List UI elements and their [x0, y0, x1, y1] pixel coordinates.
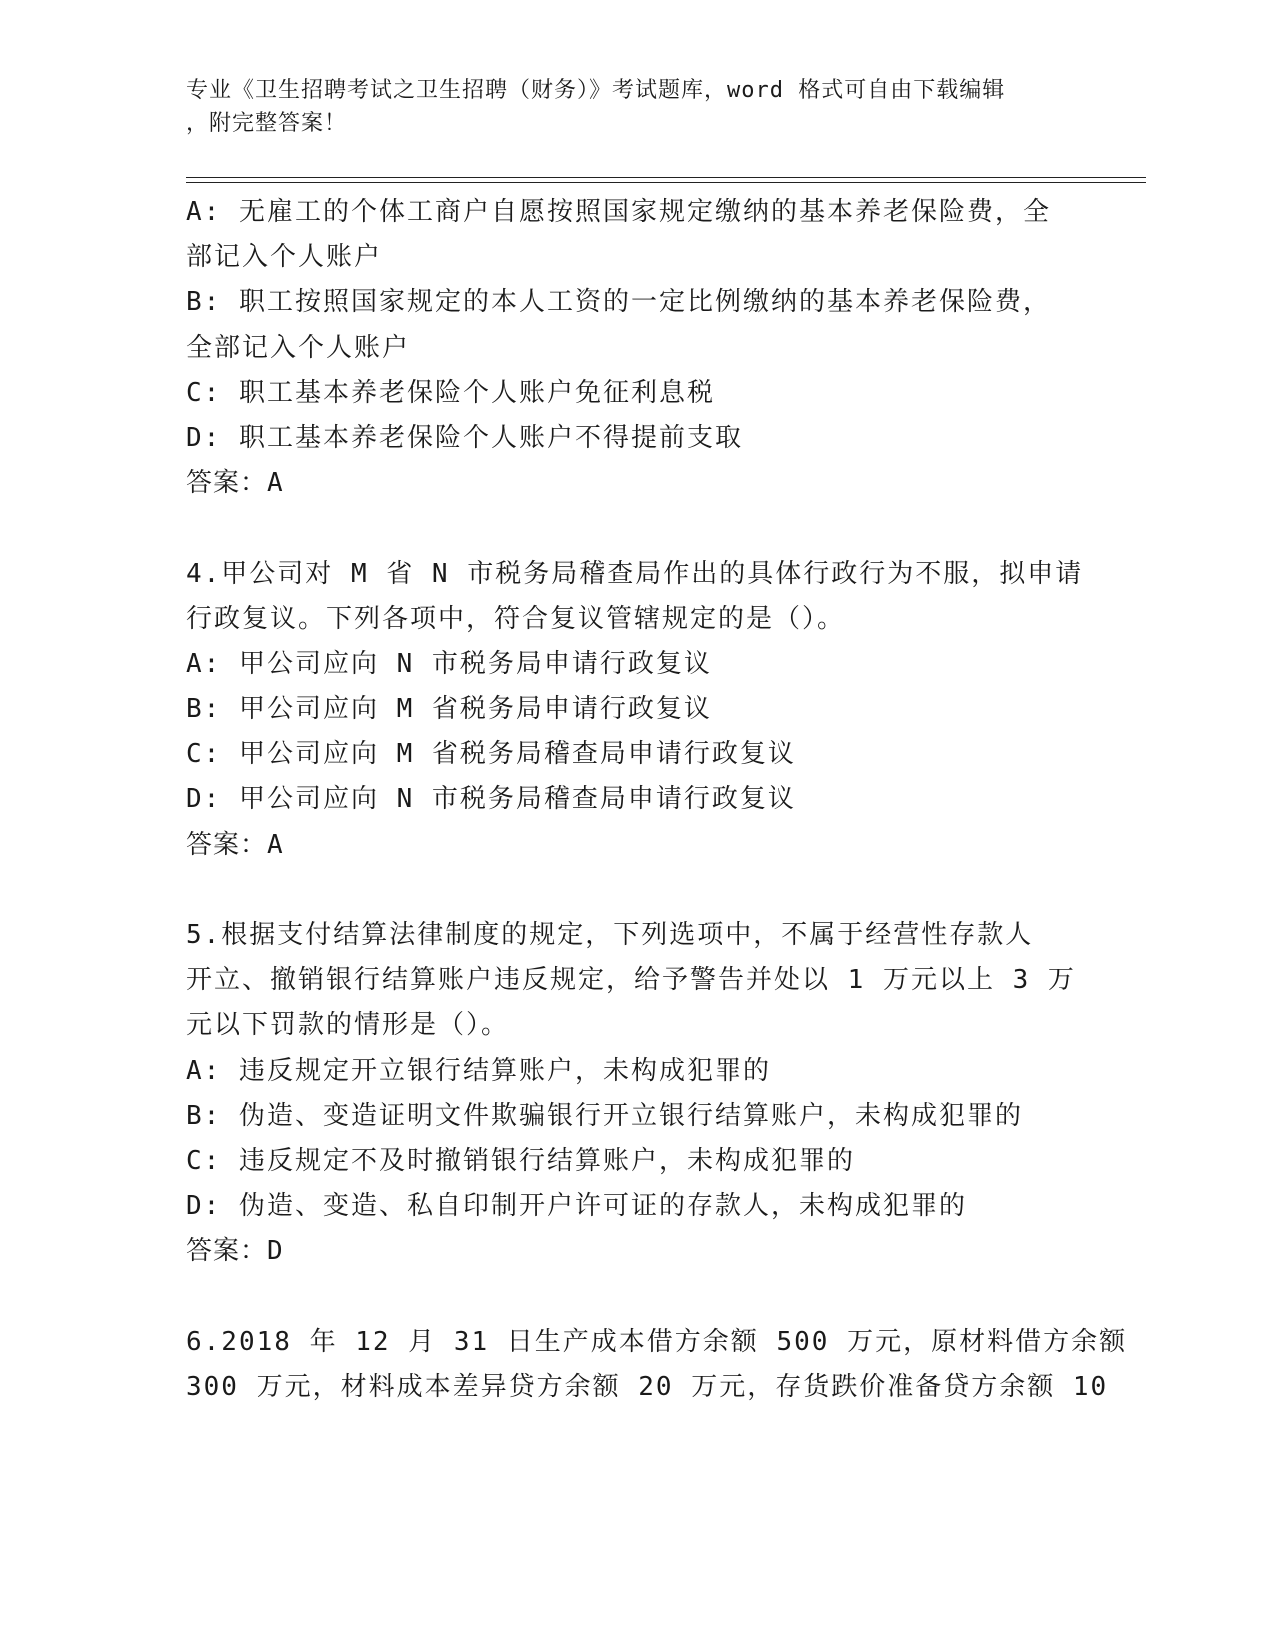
- spacer: [186, 506, 1086, 551]
- q6-stem-line-2: 300 万元，材料成本差异贷方余额 20 万元，存货跌价准备贷方余额 10: [186, 1371, 1109, 1402]
- q6-stem-line-1: 6.2018 年 12 月 31 日生产成本借方余额 500 万元，原材料借方余额: [186, 1326, 1128, 1357]
- q4-option-c: C: 甲公司应向 M 省税务局稽查局申请行政复议: [186, 739, 796, 770]
- q3-answer: 答案：A: [186, 468, 284, 499]
- q5-option-d: D: 伪造、变造、私自印制开户许可证的存款人，未构成犯罪的: [186, 1191, 967, 1222]
- document-header: [186, 74, 1066, 140]
- question-6: [186, 1320, 1128, 1410]
- q5-stem-line-2: 开立、撤销银行结算账户违反规定，给予警告并处以 1 万元以上 3 万: [186, 965, 1076, 996]
- header-divider-bottom: [186, 182, 1146, 183]
- q5-stem-line-3: 元以下罚款的情形是（）。: [186, 1010, 510, 1041]
- q4-answer: 答案：A: [186, 829, 284, 860]
- header-line-1: 专业《卫生招聘考试之卫生招聘（财务）》考试题库，word 格式可自由下载编辑: [186, 78, 1006, 103]
- q3-option-d: D: 职工基本养老保险个人账户不得提前支取: [186, 422, 743, 453]
- q4-stem-line-1: 4.甲公司对 M 省 N 市税务局稽查局作出的具体行政行为不服，拟申请: [186, 558, 1084, 589]
- spacer: [186, 868, 1086, 913]
- q4-option-d: D: 甲公司应向 N 市税务局稽查局申请行政复议: [186, 784, 796, 815]
- q3-option-b-line-1: B: 职工按照国家规定的本人工资的一定比例缴纳的基本养老保险费，: [186, 287, 1051, 318]
- q5-option-c: C: 违反规定不及时撤销银行结算账户，未构成犯罪的: [186, 1145, 855, 1176]
- q5-answer: 答案：D: [186, 1236, 284, 1267]
- q3-option-c: C: 职工基本养老保险个人账户免征利息税: [186, 377, 715, 408]
- spacer: [186, 1275, 1086, 1320]
- question-4: [186, 552, 1086, 868]
- header-line-2: ，附完整答案！: [186, 111, 348, 136]
- q3-option-b-line-2: 全部记入个人账户: [186, 332, 411, 363]
- q5-option-a: A: 违反规定开立银行结算账户，未构成犯罪的: [186, 1055, 771, 1086]
- question-3: [186, 190, 1086, 506]
- question-5: [186, 913, 1086, 1275]
- q5-stem-line-1: 5.根据支付结算法律制度的规定，下列选项中，不属于经营性存款人: [186, 920, 1034, 950]
- q4-stem-line-2: 行政复议。下列各项中，符合复议管辖规定的是（）。: [186, 603, 846, 634]
- q5-option-b: B: 伪造、变造证明文件欺骗银行开立银行结算账户，未构成犯罪的: [186, 1100, 1023, 1131]
- q4-option-b: B: 甲公司应向 M 省税务局申请行政复议: [186, 694, 712, 725]
- q3-option-a-line-2: 部记入个人账户: [186, 242, 383, 273]
- header-divider-top: [186, 177, 1146, 178]
- q4-option-a: A: 甲公司应向 N 市税务局申请行政复议: [186, 648, 712, 679]
- question-list: [186, 190, 1128, 1410]
- q3-option-a-line-1: A: 无雇工的个体工商户自愿按照国家规定缴纳的基本养老保险费，全: [186, 197, 1051, 227]
